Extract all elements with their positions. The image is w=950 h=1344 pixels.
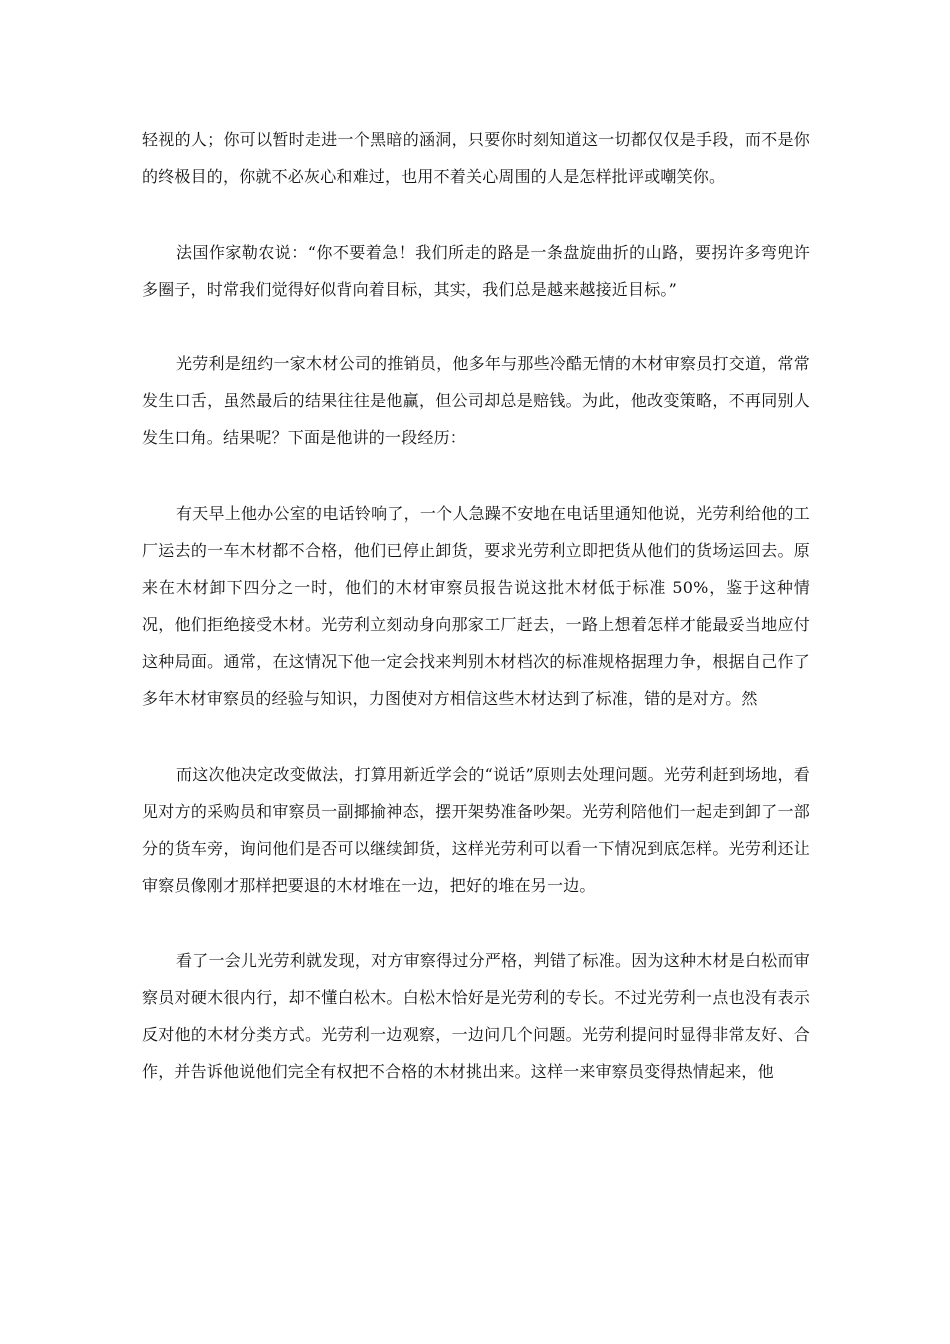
paragraph-2: 法国作家勒农说：“你不要着急！我们所走的路是一条盘旋曲折的山路，要拐许多弯兜许多圈子，时常我们觉得好似背向着目标，其实，我们总是越来越接近目标。”: [142, 243, 810, 299]
paragraph-3: 光劳利是纽约一家木材公司的推销员，他多年与那些冷酷无情的木材审察员打交道，常常发生口舌，虽然最后的结果往往是他赢，但公司却总是赔钱。为此，他改变策略，不再同别人发生口角。结果呢？下面是他讲的一段经历：: [142, 354, 810, 447]
paragraph-4: 有天早上他办公室的电话铃响了，一个人急躁不安地在电话里通知他说，光劳利给他的工厂运去的一车木材都不合格，他们已停止卸货，要求光劳利立即把货从他们的货场运回去。原来在木材卸下四分之一时，他们的木材审察员报告说这批木材低于标准 50%，鉴于这种情况，他们拒绝接受木材。光劳利立刻动身向那家工厂赶去，一路上想着怎样才能最妥当地应付这种局面。通常，在这情况下他一定会找来判别木材档次的标准规格据理力争，根据自己作了多年木材审察员的经验与知识，力图使对方相信这些木材达到了标准，错的是对方。然: [142, 504, 810, 708]
paragraph-1: 轻视的人；你可以暂时走进一个黑暗的涵洞，只要你时刻知道这一切都仅仅是手段，而不是你的终极目的，你就不必灰心和难过，也用不着关心周围的人是怎样批评或嘲笑你。: [142, 130, 810, 186]
paragraph-5: 而这次他决定改变做法，打算用新近学会的“说话”原则去处理问题。光劳利赶到场地，看见对方的采购员和审察员一副揶揄神态，摆开架势准备吵架。光劳利陪他们一起走到卸了一部分的货车旁，询问他们是否可以继续卸货，这样光劳利可以看一下情况到底怎样。光劳利还让审察员像刚才那样把要退的木材堆在一边，把好的堆在另一边。: [142, 765, 810, 895]
paragraph-6: 看了一会儿光劳利就发现，对方审察得过分严格，判错了标准。因为这种木材是白松而审察员对硬木很内行，却不懂白松木。白松木恰好是光劳利的专长。不过光劳利一点也没有表示反对他的木材分类方式。光劳利一边观察，一边问几个问题。光劳利提问时显得非常友好、合作，并告诉他说他们完全有权把不合格的木材挑出来。这样一来审察员变得热情起来，他: [142, 951, 810, 1081]
